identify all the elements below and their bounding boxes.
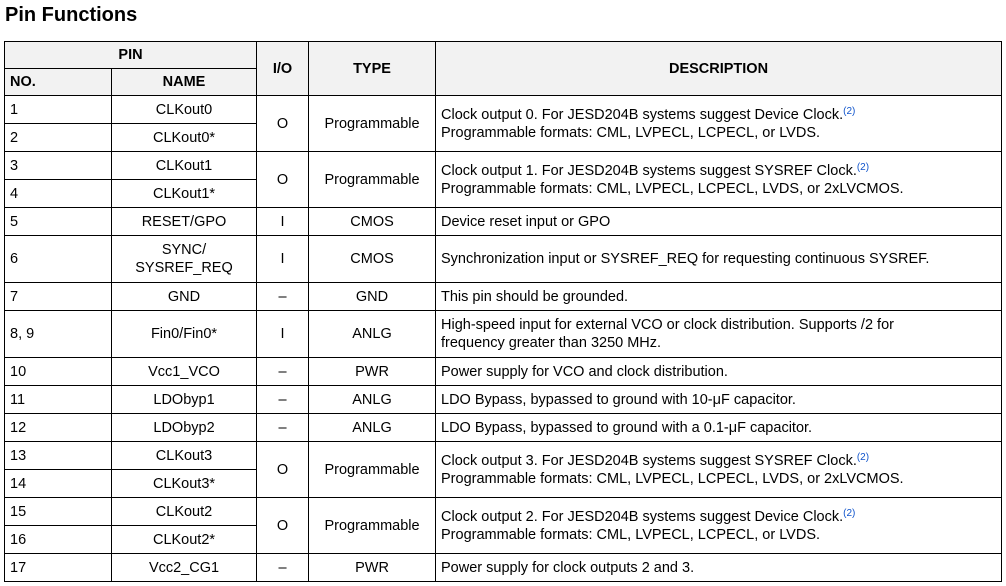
pin-no: 6 <box>5 236 112 283</box>
pin-name: GND <box>112 283 257 311</box>
pin-name: CLKout1* <box>112 180 257 208</box>
pin-name: CLKout1 <box>112 152 257 180</box>
pin-io: O <box>257 442 309 498</box>
footnote-ref[interactable]: (2) <box>856 161 870 173</box>
pin-io: – <box>257 358 309 386</box>
footnote-ref[interactable]: (2) <box>856 451 870 463</box>
pin-io: O <box>257 96 309 152</box>
pin-type: ANLG <box>309 386 436 414</box>
pin-name: CLKout2 <box>112 498 257 526</box>
pin-no: 14 <box>5 470 112 498</box>
pin-description <box>436 311 1002 358</box>
header-type: TYPE <box>309 42 436 96</box>
pin-no: 8, 9 <box>5 311 112 358</box>
header-no: NO. <box>5 69 112 96</box>
table-row <box>5 96 1002 124</box>
pin-description: Power supply for clock outputs 2 and 3. <box>436 554 1002 582</box>
pin-io: – <box>257 414 309 442</box>
pin-no: 2 <box>5 124 112 152</box>
pin-io: O <box>257 498 309 554</box>
pin-no: 11 <box>5 386 112 414</box>
pin-type: Programmable <box>309 498 436 554</box>
pin-type: Programmable <box>309 442 436 498</box>
pin-type: GND <box>309 283 436 311</box>
table-row <box>5 414 1002 442</box>
table-row <box>5 283 1002 311</box>
description-line: Clock output 1. For JESD204B systems suggest SYSREF Clock. <box>441 162 857 179</box>
pin-name: CLKout3* <box>112 470 257 498</box>
pin-no: 15 <box>5 498 112 526</box>
pin-name: Vcc2_CG1 <box>112 554 257 582</box>
page-title: Pin Functions <box>5 4 138 26</box>
pin-name: LDObyp1 <box>112 386 257 414</box>
header-pin: PIN <box>5 42 257 69</box>
description-line: Programmable formats: CML, LVPECL, LCPECL, LVDS, or 2xLVCMOS. <box>441 180 904 197</box>
pin-type: ANLG <box>309 311 436 358</box>
pin-name: LDObyp2 <box>112 414 257 442</box>
description-line: Programmable formats: CML, LVPECL, LCPECL, or LVDS. <box>441 124 821 141</box>
pin-name-line: SYSREF_REQ <box>135 260 233 276</box>
pin-description: This pin should be grounded. <box>436 283 1002 311</box>
table-row <box>5 358 1002 386</box>
table-row <box>5 152 1002 180</box>
pin-no: 12 <box>5 414 112 442</box>
pin-name: CLKout3 <box>112 442 257 470</box>
description-line: Clock output 3. For JESD204B systems suggest SYSREF Clock. <box>441 452 857 469</box>
pin-io: – <box>257 386 309 414</box>
footnote-ref[interactable]: (2) <box>843 507 856 519</box>
description-line: High-speed input for external VCO or clock distribution. Supports /2 for <box>441 317 894 333</box>
pin-name-line: SYNC/ <box>161 242 207 258</box>
header-description: DESCRIPTION <box>436 42 1002 96</box>
pin-no: 10 <box>5 358 112 386</box>
pin-io: I <box>257 236 309 283</box>
pin-no: 16 <box>5 526 112 554</box>
pin-name: RESET/GPO <box>112 208 257 236</box>
pin-no: 4 <box>5 180 112 208</box>
pin-description: Device reset input or GPO <box>436 208 1002 236</box>
pin-description: Power supply for VCO and clock distribution. <box>436 358 1002 386</box>
description-line: Programmable formats: CML, LVPECL, LCPECL, LVDS, or 2xLVCMOS. <box>441 470 904 487</box>
pin-io: – <box>257 554 309 582</box>
pin-name: CLKout0* <box>112 124 257 152</box>
pin-io: – <box>257 283 309 311</box>
description-line: Clock output 2. For JESD204B systems suggest Device Clock. <box>441 508 844 525</box>
pin-description: LDO Bypass, bypassed to ground with a 0.1-μF capacitor. <box>436 414 1002 442</box>
pin-name: Fin0/Fin0* <box>112 311 257 358</box>
pin-no: 17 <box>5 554 112 582</box>
pin-no: 13 <box>5 442 112 470</box>
header-io: I/O <box>257 42 309 96</box>
footnote-ref[interactable]: (2) <box>843 105 856 117</box>
pin-type: Programmable <box>309 152 436 208</box>
pin-description: Synchronization input or SYSREF_REQ for requesting continuous SYSREF. <box>436 236 1002 283</box>
pin-no: 1 <box>5 96 112 124</box>
description-line: frequency greater than 3250 MHz. <box>441 335 662 351</box>
pin-type: PWR <box>309 358 436 386</box>
pin-type: Programmable <box>309 96 436 152</box>
pin-type: ANLG <box>309 414 436 442</box>
pin-description: LDO Bypass, bypassed to ground with 10-μF capacitor. <box>436 386 1002 414</box>
pin-io: I <box>257 311 309 358</box>
pin-type: CMOS <box>309 208 436 236</box>
pin-name: CLKout2* <box>112 526 257 554</box>
table-row <box>5 311 1002 358</box>
table-row <box>5 208 1002 236</box>
pin-type: CMOS <box>309 236 436 283</box>
pin-no: 3 <box>5 152 112 180</box>
table-row <box>5 442 1002 470</box>
description-line: Programmable formats: CML, LVPECL, LCPECL, or LVDS. <box>441 526 821 543</box>
pin-name: Vcc1_VCO <box>112 358 257 386</box>
pin-type: PWR <box>309 554 436 582</box>
table-row <box>5 554 1002 582</box>
pin-description <box>436 442 1002 498</box>
header-name: NAME <box>112 69 257 96</box>
table-row <box>5 386 1002 414</box>
pin-name <box>112 236 257 283</box>
pin-io: I <box>257 208 309 236</box>
pin-functions-table <box>4 41 1002 582</box>
pin-description <box>436 96 1002 152</box>
pin-description <box>436 498 1002 554</box>
description-line: Clock output 0. For JESD204B systems suggest Device Clock. <box>441 106 844 123</box>
pin-no: 7 <box>5 283 112 311</box>
table-row <box>5 236 1002 283</box>
pin-name: CLKout0 <box>112 96 257 124</box>
pin-io: O <box>257 152 309 208</box>
table-row <box>5 498 1002 526</box>
pin-description <box>436 152 1002 208</box>
pin-no: 5 <box>5 208 112 236</box>
